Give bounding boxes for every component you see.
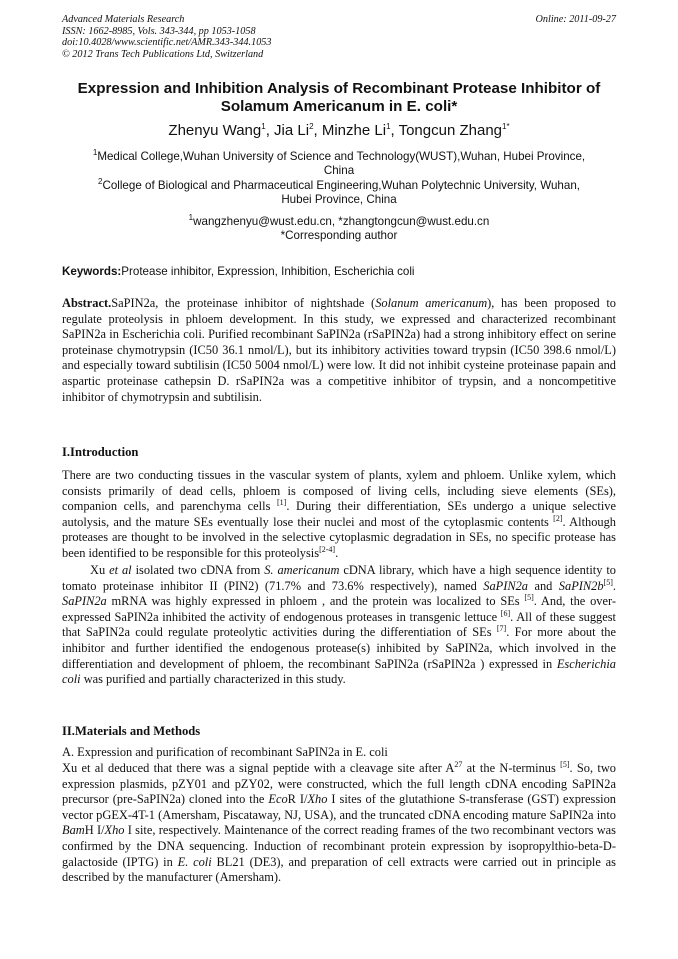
section-heading-introduction: I.Introduction xyxy=(62,445,139,459)
citation: [5] xyxy=(603,577,613,587)
title-line-1: Expression and Inhibition Analysis of Recombinant Protease Inhibitor of xyxy=(77,80,601,97)
journal-issn: ISSN: 1662-8985, Vols. 343-344, pp 1053-1058 xyxy=(62,25,256,37)
journal-doi: doi:10.4028/www.scientific.net/AMR.343-344.1053 xyxy=(62,37,272,49)
methods-paragraph-1: Xu et al deduced that there was a signal peptide with a cleavage site after $A^{27}$ at the N-terminus [5]. So, two expression plasmids, pZY01 and pZY02, were constructed, which the full length cDNA encoding SaPIN2a precursor (pre-SaPIN2a) cloned into the EcoR I/Xho I sites of the glutathione S-transferase (GST) expression vector pGEX-4T-1 (Amersham, Piscataway, NJ, USA), and the truncated cDNA encoding mature SaPIN2a into BamH I/Xho I site, respectively. Maintenance of the correct reading frames of the two recombinant vectors was confirmed by the DNA sequencing. Induction of recombinant protein expression by isopropylthio-beta-D-galactoside (IPTG) in E. coli BL21 (DE3), and preparation of cell extracts were carried out in principle as described by the manufacturer (Amersham). xyxy=(62,759,616,885)
journal-info xyxy=(62,14,616,60)
keywords-text: Protease inhibitor, Expression, Inhibition, Escherichia coli xyxy=(121,265,415,278)
citation: [7] xyxy=(496,624,507,634)
citation: [6] xyxy=(500,608,511,618)
author-name: Tongcun Zhang xyxy=(398,122,503,139)
author-affil-mark: 2 xyxy=(309,122,314,131)
author-list: Zhenyu Wang$^1$, Jia Li$^2$, Minzhe Li$^1$, Tongcun Zhang$^{1*}$ xyxy=(168,122,510,139)
intro-paragraph-2: Xu et al isolated two cDNA from S. americanum cDNA library, which have a high sequence identity to tomato proteinase inhibitor II (PIN2) (71.7% and 73.6% respectively), named SaPIN2a and SaPIN2b[5]. SaPIN2a mRNA was highly expressed in phloem , and the protein was localized to SEs [5]. And, the over-expressed SaPIN2a inhibited the activity of endogenous proteases in transgenic lettuce [6]. All of these suggest that SaPIN2a could regulate proteolytic activities during the differentiation of SEs [7]. For more about the inhibitor and further identified the endogenous protease(s) inhibited by SaPIN2a, which involved in the differentiation and development of phloem, the recombinant SaPIN2a (rSaPIN2a ) expressed in Escherichia coli was purified and partially characterized in this study. xyxy=(62,563,616,687)
affil-2-line-1: College of Biological and Pharmaceutical Engineering,Wuhan Polytechnic University, Wuhan, xyxy=(102,179,580,192)
paper-title xyxy=(40,80,638,116)
citation: [5] xyxy=(524,593,534,603)
affiliation-1 xyxy=(50,150,628,178)
affil-mark: 2 xyxy=(98,177,103,187)
affil-mark: 1 xyxy=(92,148,98,158)
affil-1-line-2: China xyxy=(323,164,355,177)
abstract-species: Solanum americanum xyxy=(375,296,488,310)
abstract-text: ), has been proposed to regulate proteolysis in phloem development. In this study, we expressed and characterized recombinant SaPIN2a in Escherichia coli. Purified recombinant SaPIN2a (rSaPIN2a) had a strong inhibitory effect on serine proteinase chymotrypsin (IC50 36.1 nmol/L), but its inhibitory activities toward trypsin (IC50 398.6 nmol/L) and especially toward subtilisin (IC50 5004 nmol/L) were low. It did not inhibit cysteine proteinase papain and aspartic proteinase cathepsin D. rSaPIN2a was a competitive inhibitor of trypsin, and a noncompetitive inhibitor of chymotrypsin and subtilisin. xyxy=(62,296,616,404)
author-affil-mark: 1 xyxy=(261,122,266,131)
journal-copyright: © 2012 Trans Tech Publications Ltd, Switzerland xyxy=(62,48,264,60)
contact-emails xyxy=(50,215,628,243)
affiliation-2 xyxy=(50,179,628,207)
keywords xyxy=(62,265,616,279)
citation: [5] xyxy=(560,759,570,769)
author-affil-mark: 1* xyxy=(502,122,510,131)
author-name: Minzhe Li xyxy=(321,122,387,139)
affil-1-line-1: Medical College,Wuhan University of Science and Technology(WUST),Wuhan, Hubei Province, xyxy=(97,150,586,163)
title-line-2: Solamum Americanum in E. coli* xyxy=(220,98,458,115)
email-mark: 1 xyxy=(188,213,194,223)
subsection-heading: A. Expression and purification of recombinant SaPIN2a in E. coli xyxy=(62,745,388,759)
online-date: Online: 2011-09-27 xyxy=(535,14,616,25)
citation: [1] xyxy=(277,498,287,508)
journal-name: Advanced Materials Research xyxy=(62,14,185,25)
section-heading-methods: II.Materials and Methods xyxy=(62,724,201,738)
intro-paragraph-1: There are two conducting tissues in the vascular system of plants, xylem and phloem. Unlike xylem, which consists primarily of dead cells, phloem is composed of living cells, including sieve elements (SEs), companion cells, and parenchyma cells [1]. During their differentiation, SEs undergo a unique selective autolysis, and the mature SEs eventually lose their nuclei and most of the cytoplasmic contents [2]. Although proteases are thought to be involved in the selective cytoplasmic degradation in SEs, no specific protease has been identified to be responsible for this proteolysis[2-4]. xyxy=(62,468,616,560)
citation: [2] xyxy=(553,513,563,523)
author-name: Jia Li xyxy=(274,122,310,139)
author-name: Zhenyu Wang xyxy=(168,122,262,139)
abstract-label: Abstract. xyxy=(62,296,112,310)
email-text: wangzhenyu@wust.edu.cn, *zhangtongcun@wust.edu.cn xyxy=(193,215,490,228)
abstract-text: SaPIN2a, the proteinase inhibitor of nightshade ( xyxy=(111,296,376,310)
keywords-label: Keywords: xyxy=(62,265,122,278)
abstract xyxy=(62,296,616,405)
affil-2-line-2: Hubei Province, China xyxy=(281,193,397,206)
citation: [2-4] xyxy=(319,544,336,554)
author-affil-mark: 1 xyxy=(386,122,391,131)
corresponding-author: *Corresponding author xyxy=(280,229,398,242)
